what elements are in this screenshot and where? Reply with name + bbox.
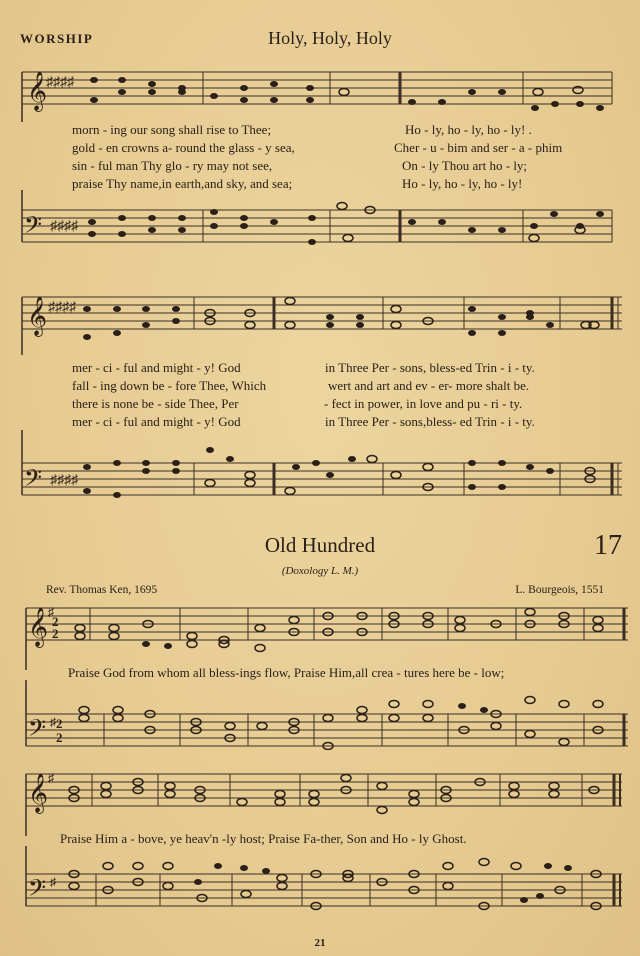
svg-text:♯♯♯♯: ♯♯♯♯ bbox=[50, 473, 78, 488]
svg-text:2: 2 bbox=[56, 716, 63, 731]
svg-text:♯: ♯ bbox=[48, 605, 54, 619]
lyric-verse3-right: - fect in power, in love and pu - ri - ty. bbox=[324, 396, 523, 411]
svg-text:2: 2 bbox=[52, 614, 59, 629]
lyric-old-hundred-line2: Praise Him a - bove, ye heav'n -ly host; Praise Fa-ther, Son and Ho - ly Ghost. bbox=[60, 831, 467, 846]
svg-text:𝄢: 𝄢 bbox=[24, 464, 43, 497]
svg-text:𝄢: 𝄢 bbox=[28, 714, 47, 747]
treble-staff-system2 bbox=[0, 285, 640, 355]
svg-text:𝄞: 𝄞 bbox=[27, 296, 48, 336]
treble-staff-system1 bbox=[0, 62, 640, 122]
lyric-verse4-right: in Three Per - sons,bless- ed Trin - i - ty. bbox=[325, 414, 535, 429]
hymn-number: 17 bbox=[594, 530, 622, 561]
hymn-title-old-hundred: Old Hundred bbox=[264, 533, 376, 557]
lyric-verse3-left: there is none be - side Thee, Per bbox=[72, 396, 239, 411]
hymn-subtitle: (Doxology L. M.) bbox=[281, 565, 359, 577]
lyric-verse3-left: sin - ful man Thy glo - ry may not see, bbox=[72, 158, 273, 173]
treble-staff-old-hundred-2 bbox=[0, 766, 640, 836]
svg-text:𝄞: 𝄞 bbox=[28, 773, 49, 813]
lyric-verse2-left: gold - en crowns a- round the glass - y sea, bbox=[72, 140, 295, 155]
author-credit: Rev. Thomas Ken, 1695 bbox=[46, 584, 158, 596]
svg-text:♯: ♯ bbox=[48, 771, 54, 785]
lyric-verse1-right: in Three Per - sons, bless-ed Trin - i - ty. bbox=[325, 360, 535, 375]
lyric-old-hundred-line1: Praise God from whom all bless-ings flow, Praise Him,all crea - tures here be - low; bbox=[68, 665, 505, 680]
lyric-verse4-left: mer - ci - ful and might - y! God bbox=[72, 414, 241, 429]
lyric-verse1-left: morn - ing our song shall rise to Thee; bbox=[72, 122, 272, 137]
svg-text:♯♯♯♯: ♯♯♯♯ bbox=[48, 300, 76, 315]
lyric-verse3-right: On - ly Thou art ho - ly; bbox=[402, 158, 528, 173]
svg-text:♯♯♯♯: ♯♯♯♯ bbox=[46, 75, 74, 90]
lyric-verse1-right: Ho - ly, ho - ly, ho - ly! . bbox=[405, 122, 532, 137]
svg-text:𝄢: 𝄢 bbox=[24, 211, 43, 244]
svg-text:2: 2 bbox=[56, 730, 63, 745]
svg-text:♯: ♯ bbox=[50, 875, 56, 889]
section-label: WORSHIP bbox=[20, 31, 94, 46]
composer-credit: L. Bourgeois, 1551 bbox=[515, 584, 604, 596]
svg-text:2: 2 bbox=[52, 626, 59, 641]
svg-text:𝄢: 𝄢 bbox=[28, 874, 47, 907]
svg-text:♯: ♯ bbox=[50, 715, 56, 729]
svg-text:𝄞: 𝄞 bbox=[28, 607, 49, 647]
bass-staff-old-hundred-2 bbox=[0, 846, 640, 926]
bass-staff-old-hundred-1 bbox=[0, 680, 640, 750]
svg-text:♯♯♯♯: ♯♯♯♯ bbox=[50, 219, 78, 234]
svg-text:𝄞: 𝄞 bbox=[27, 71, 48, 111]
lyric-verse4-right: Ho - ly, ho - ly, ho - ly! bbox=[402, 176, 523, 191]
bass-staff-system1 bbox=[0, 190, 640, 260]
lyric-verse4-left: praise Thy name,in earth,and sky, and sea; bbox=[72, 176, 293, 191]
hymn-title-holy: Holy, Holy, Holy bbox=[268, 28, 392, 48]
treble-staff-old-hundred-1 bbox=[0, 600, 640, 670]
lyric-verse2-right: Cher - u - bim and ser - a - phim bbox=[394, 140, 563, 155]
lyric-verse2-right: wert and art and ev - er- more shalt be. bbox=[328, 378, 530, 393]
lyric-verse1-left: mer - ci - ful and might - y! God bbox=[72, 360, 241, 375]
bass-staff-system2 bbox=[0, 430, 640, 500]
lyric-verse2-left: fall - ing down be - fore Thee, Which bbox=[72, 378, 267, 393]
page-number: 21 bbox=[314, 937, 326, 949]
